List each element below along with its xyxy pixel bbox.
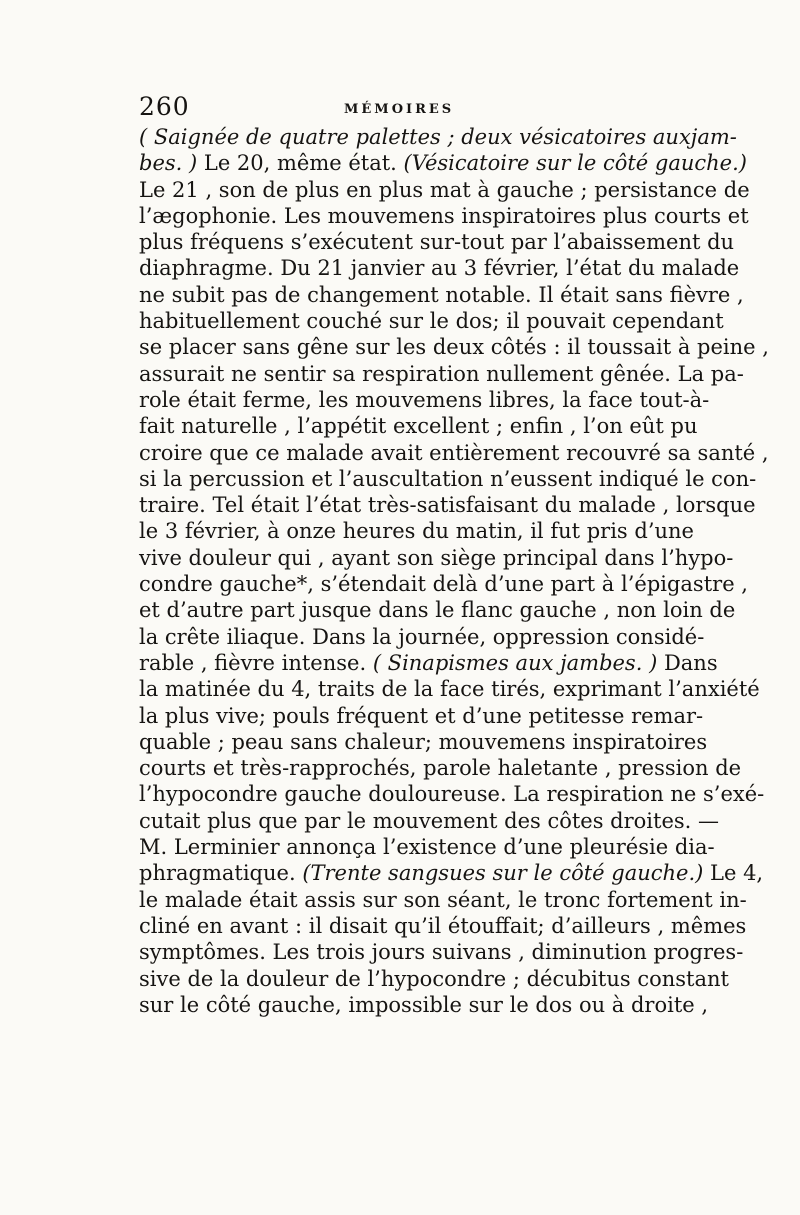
text-line: se placer sans gêne sur les deux côtés : il toussait à peine ,: [139, 335, 769, 360]
text-line: diaphragme. Du 21 janvier au 3 février, l’état du malade: [139, 256, 740, 281]
text-line: la matinée du 4, traits de la face tirés, exprimant l’anxiété: [139, 677, 760, 702]
text-line: phragmatique. (Trente sangsues sur le côté gauche.) Le 4,: [139, 861, 764, 886]
text-line: sive de la douleur de l’hypocondre ; décubitus constant: [139, 966, 729, 991]
text-line: rable , fièvre intense. ( Sinapismes aux jambes. ) Dans: [139, 650, 718, 675]
text-line: le malade était assis sur son séant, le tronc fortement in-: [139, 887, 747, 912]
text-line: Le 21 , son de plus en plus mat à gauche ; persistance de: [139, 177, 750, 202]
text-line: vive douleur qui , ayant son siège principal dans l’hypo-: [139, 545, 734, 570]
text-line: cliné en avant : il disait qu’il étouffait; d’ailleurs , mêmes: [139, 913, 747, 938]
text-line: croire que ce malade avait entièrement recouvré sa santé ,: [139, 440, 769, 465]
text-line: plus fréquens s’exécutent sur-tout par l’abaissement du: [139, 230, 735, 255]
text-line: M. Lerminier annonça l’existence d’une pleurésie dia-: [139, 835, 715, 860]
running-title: MÉMOIRES: [344, 102, 455, 117]
text-line: si la percussion et l’auscultation n’eussent indiqué le con-: [139, 466, 757, 491]
text-line: sur le côté gauche, impossible sur le dos ou à droite ,: [139, 992, 709, 1017]
text-line: traire. Tel était l’état très-satisfaisant du malade , lorsque: [139, 493, 756, 518]
text-line: bes. ) Le 20, même état. (Vésicatoire sur le côté gauche.): [139, 151, 747, 176]
body-text: [139, 124, 769, 1018]
page-number: 260: [139, 92, 190, 121]
text-line: ( Saignée de quatre palettes ; deux vésicatoires auxjam-: [139, 125, 737, 149]
text-line: courts et très-rapprochés, parole haletante , pression de: [139, 756, 742, 781]
text-line: et d’autre part jusque dans le flanc gauche , non loin de: [139, 598, 736, 623]
text-line: cutait plus que par le mouvement des côtes droites. —: [139, 808, 720, 833]
text-line: fait naturelle , l’appétit excellent ; enfin , l’on eût pu: [139, 414, 698, 439]
text-line: quable ; peau sans chaleur; mouvemens inspiratoires: [139, 729, 708, 754]
text-line: la plus vive; pouls fréquent et d’une petitesse remar-: [139, 703, 704, 728]
text-line: la crête iliaque. Dans la journée, oppression considé-: [139, 624, 705, 649]
text-line: symptômes. Les trois jours suivans , diminution progres-: [139, 940, 744, 965]
text-line: habituellement couché sur le dos; il pouvait cependant: [139, 309, 724, 334]
page-header: [139, 92, 659, 128]
text-line: l’ægophonie. Les mouvemens inspiratoires plus courts et: [139, 203, 749, 228]
text-line: assurait ne sentir sa respiration nullement gênée. La pa-: [139, 361, 744, 386]
text-line: role était ferme, les mouvemens libres, la face tout-à-: [139, 387, 710, 412]
text-line: condre gauche*, s’étendait delà d’une part à l’épigastre ,: [139, 572, 748, 597]
text-line: l’hypocondre gauche douloureuse. La respiration ne s’exé-: [139, 782, 765, 807]
text-line: le 3 février, à onze heures du matin, il fut pris d’une: [139, 519, 694, 544]
text-line: ne subit pas de changement notable. Il était sans fièvre ,: [139, 282, 744, 307]
